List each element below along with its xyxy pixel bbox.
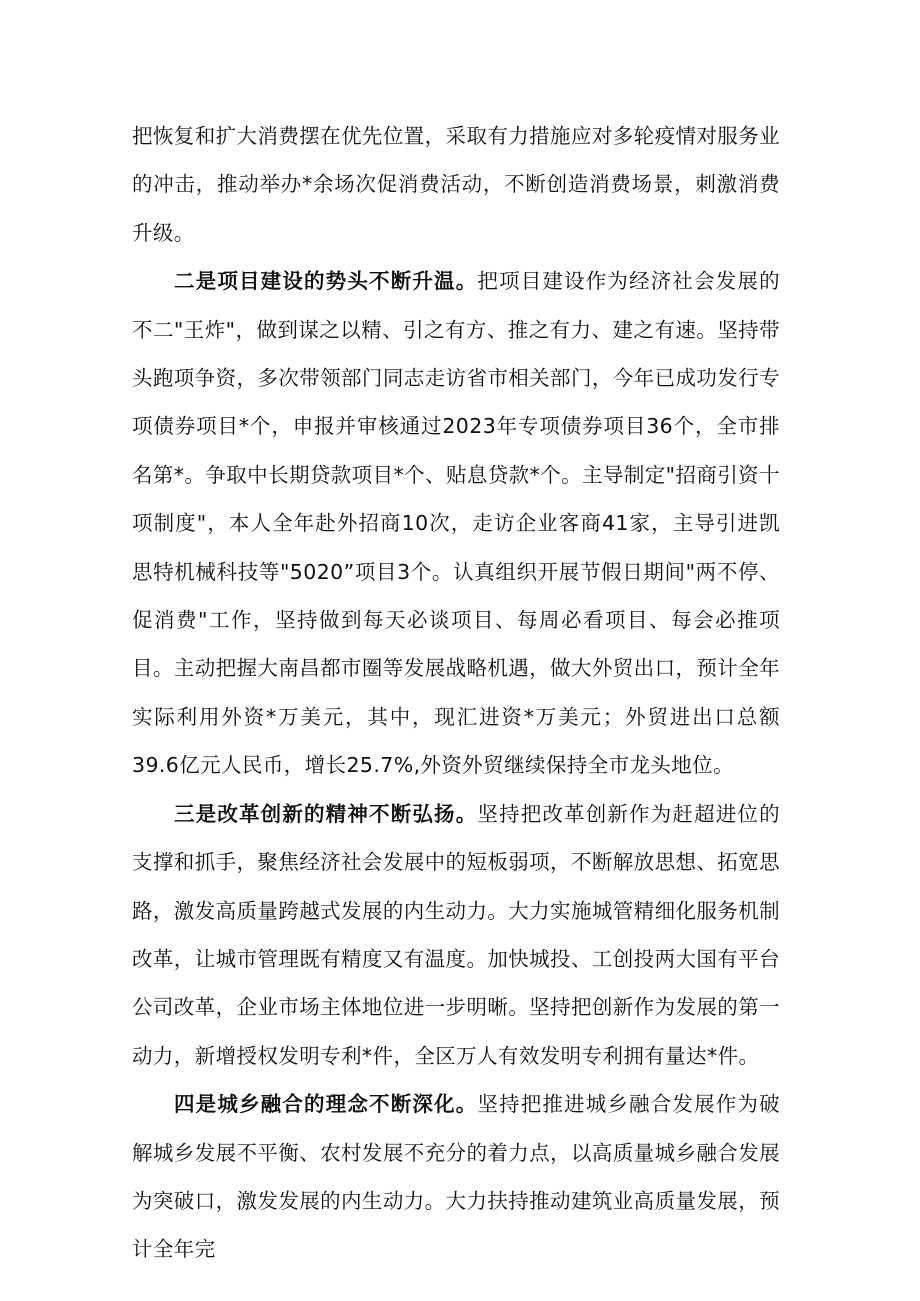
paragraph-lead: 二是项目建设的势头不断升温。: [174, 269, 478, 294]
document-page: [132, 112, 780, 1274]
paragraph-lead: 三是改革创新的精神不断弘扬。: [174, 801, 478, 826]
paragraph-lead: 四是城乡融合的理念不断深化。: [174, 1092, 478, 1117]
paragraph-text: 把项目建设作为经济社会发展的不二"王炸"，做到谋之以精、引之有方、推之有力、建之有速。坚持带头跑项争资，多次带领部门同志走访省市相关部门，今年已成功发行专项债券项目*个，申报并审核通过2023年专项债券项目36个，全市排名第*。争取中长期贷款项目*个、贴息贷款*个。主导制定"招商引资十项制度"，本人全年赴外招商10次，走访企业客商41家，主导引进凯思特机械科技等"5020”项目3个。认真组织开展节假日期间"两不停、促消费"工作，坚持做到每天必谈项目、每周必看项目、每会必推项目。主动把握大南昌都市圈等发展战略机遇，做大外贸出口，预计全年实际利用外资*万美元，其中，现汇进资*万美元；外贸进出口总额39.6亿元人民币，增长25.7%,外资外贸继续保持全市龙头地位。: [132, 269, 780, 778]
paragraph-reform-innovation: [132, 790, 780, 1080]
paragraph-text: 坚持把推进城乡融合发展作为破解城乡发展不平衡、农村发展不充分的着力点，以高质量城乡融合发展为突破口，激发发展的内生动力。大力扶持推动建筑业高质量发展，预计全年完: [132, 1092, 780, 1262]
paragraph-project-construction: [132, 257, 780, 789]
paragraph-text: 把恢复和扩大消费摆在优先位置，采取有力措施应对多轮疫情对服务业的冲击，推动举办*余场次促消费活动，不断创造消费场景，刺激消费升级。: [132, 124, 780, 245]
paragraph-continuation: [132, 112, 780, 257]
paragraph-urban-rural-integration: [132, 1080, 780, 1274]
paragraph-text: 坚持把改革创新作为赶超进位的支撑和抓手，聚焦经济社会发展中的短板弱项，不断解放思想、拓宽思路，激发高质量跨越式发展的内生动力。大力实施城管精细化服务机制改革，让城市管理既有精度又有温度。加快城投、工创投两大国有平台公司改革，企业市场主体地位进一步明晰。坚持把创新作为发展的第一动力，新增授权发明专利*件，全区万人有效发明专利拥有量达*件。: [132, 801, 780, 1068]
